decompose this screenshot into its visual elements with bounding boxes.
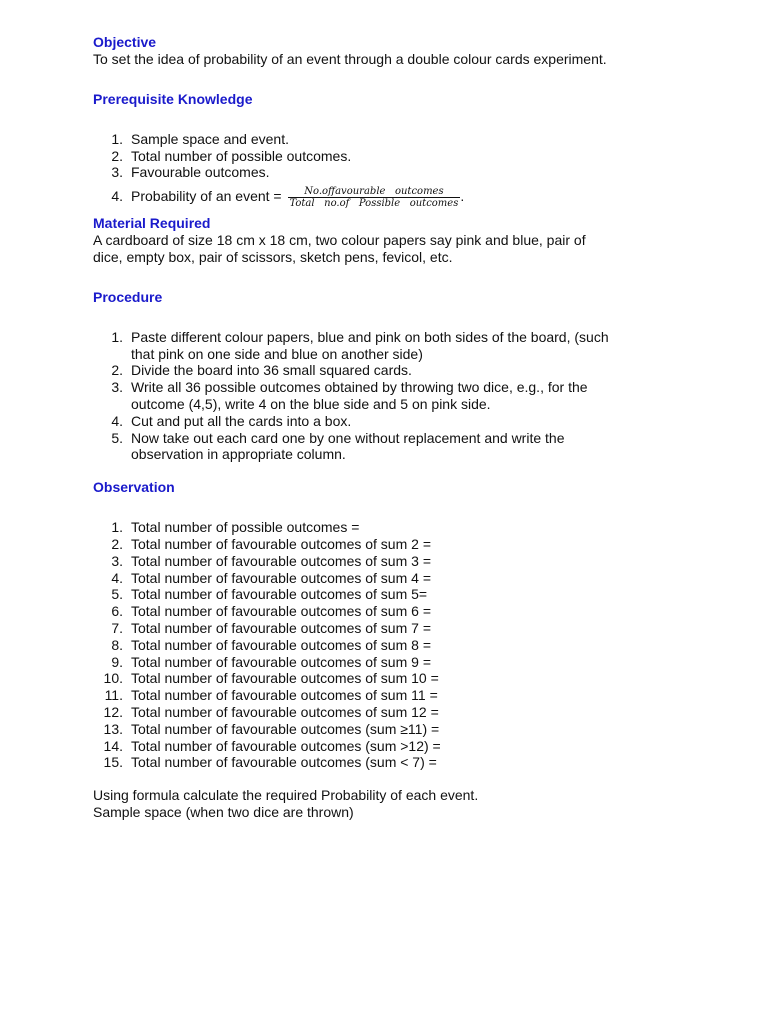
list-text: Total number of favourable outcomes of sum 10 = <box>131 670 439 687</box>
list-text: Total number of favourable outcomes (sum >12) = <box>131 737 441 754</box>
material-heading: Material Required <box>93 215 211 232</box>
list-text: Total number of favourable outcomes (sum < 7) = <box>131 754 437 771</box>
objective-text: To set the idea of probability of an event through a double colour cards experiment. <box>93 51 607 67</box>
list-text: Write all 36 possible outcomes obtained by throwing two dice, e.g., for the <box>131 379 588 396</box>
sample-space-caption: Sample space (when two dice are thrown) <box>93 803 354 820</box>
probability-fraction <box>288 186 461 209</box>
document-page <box>93 34 693 821</box>
material-text-line: A cardboard of size 18 cm x 18 cm, two colour papers say pink and blue, pair of <box>93 232 586 249</box>
probability-suffix: . <box>460 188 465 205</box>
list-item <box>93 738 693 755</box>
list-number: 2. <box>111 147 123 164</box>
list-item <box>93 131 693 148</box>
list-item <box>93 721 693 738</box>
list-number: 2. <box>111 362 123 379</box>
list-item <box>93 413 693 430</box>
list-item <box>93 704 693 721</box>
list-text: Total number of favourable outcomes of sum 4 = <box>131 569 431 586</box>
list-number: 10. <box>103 670 123 687</box>
list-number: 1. <box>111 519 123 536</box>
list-text: Favourable outcomes. <box>131 164 270 181</box>
list-number: 5. <box>111 586 123 603</box>
list-text: Total number of favourable outcomes of sum 6 = <box>131 603 431 620</box>
list-item <box>93 654 693 671</box>
list-text: outcome (4,5), write 4 on the blue side and 5 on pink side. <box>131 395 491 412</box>
list-item <box>93 670 693 687</box>
list-item <box>93 586 693 603</box>
list-text: Total number of favourable outcomes of sum 7 = <box>131 619 431 636</box>
prerequisite-list <box>93 131 693 209</box>
list-number: 1. <box>111 130 123 147</box>
list-text: Cut and put all the cards into a box. <box>131 412 352 429</box>
list-number: 7. <box>111 619 123 636</box>
list-item <box>93 329 693 363</box>
list-item <box>93 430 693 464</box>
list-number: 6. <box>111 603 123 620</box>
list-number: 2. <box>111 535 123 552</box>
list-number: 3. <box>111 552 123 569</box>
list-item <box>93 379 693 413</box>
material-text-line: dice, empty box, pair of scissors, sketch pens, fevicol, etc. <box>93 248 453 265</box>
list-text: Total number of possible outcomes = <box>131 519 360 536</box>
list-item <box>93 553 693 570</box>
list-number: 3. <box>111 379 123 396</box>
list-text: Paste different colour papers, blue and pink on both sides of the board, (such <box>131 328 609 345</box>
prerequisite-heading: Prerequisite Knowledge <box>93 90 253 107</box>
list-number: 4. <box>111 569 123 586</box>
formula-instruction: Using formula calculate the required Probability of each event. <box>93 787 479 804</box>
probability-label: Probability of an event = <box>131 188 286 205</box>
list-text: Total number of favourable outcomes of sum 5= <box>131 586 428 603</box>
list-item <box>93 603 693 620</box>
list-item <box>93 620 693 637</box>
observation-heading: Observation <box>93 479 175 496</box>
list-item <box>93 754 693 771</box>
list-number: 1. <box>111 328 123 345</box>
list-number: 13. <box>103 720 123 737</box>
list-text: that pink on one side and blue on another side) <box>131 345 423 362</box>
list-text: Sample space and event. <box>131 130 289 147</box>
list-item <box>93 183 693 209</box>
list-text: Total number of favourable outcomes of sum 11 = <box>131 687 438 704</box>
fraction-numerator: No.offavourable outcomes <box>288 186 461 198</box>
list-text: Now take out each card one by one without replacement and write the <box>131 429 565 446</box>
list-number: 5. <box>111 429 123 446</box>
list-item <box>93 687 693 704</box>
list-item <box>93 164 693 181</box>
list-text: Total number of favourable outcomes of sum 12 = <box>131 703 439 720</box>
list-number: 11. <box>104 687 123 704</box>
list-number: 14. <box>103 737 123 754</box>
list-text: Total number of favourable outcomes of sum 3 = <box>131 552 431 569</box>
list-item <box>93 536 693 553</box>
list-number: 9. <box>111 653 123 670</box>
list-text: Total number of possible outcomes. <box>131 147 352 164</box>
fraction-denominator: Total no.of Possible outcomes <box>289 197 459 209</box>
objective-heading: Objective <box>93 34 157 50</box>
list-item <box>93 148 693 165</box>
list-item <box>93 637 693 654</box>
list-text: Total number of favourable outcomes of sum 2 = <box>131 535 431 552</box>
list-text: observation in appropriate column. <box>131 446 346 463</box>
list-text: Total number of favourable outcomes of sum 9 = <box>131 653 431 670</box>
list-item <box>93 519 693 536</box>
procedure-list <box>93 329 693 463</box>
list-text: Total number of favourable outcomes (sum ≥11) = <box>131 720 440 737</box>
list-number: 4. <box>111 412 123 429</box>
list-number: 8. <box>111 636 123 653</box>
list-number: 3. <box>111 164 123 181</box>
list-number: 15. <box>103 754 123 771</box>
list-number: 4. <box>111 188 123 205</box>
list-item <box>93 570 693 587</box>
observation-list <box>93 519 693 771</box>
list-number: 12. <box>103 703 123 720</box>
list-item <box>93 362 693 379</box>
list-text: Divide the board into 36 small squared cards. <box>131 362 412 379</box>
list-text: Total number of favourable outcomes of sum 8 = <box>131 636 431 653</box>
procedure-heading: Procedure <box>93 288 163 305</box>
